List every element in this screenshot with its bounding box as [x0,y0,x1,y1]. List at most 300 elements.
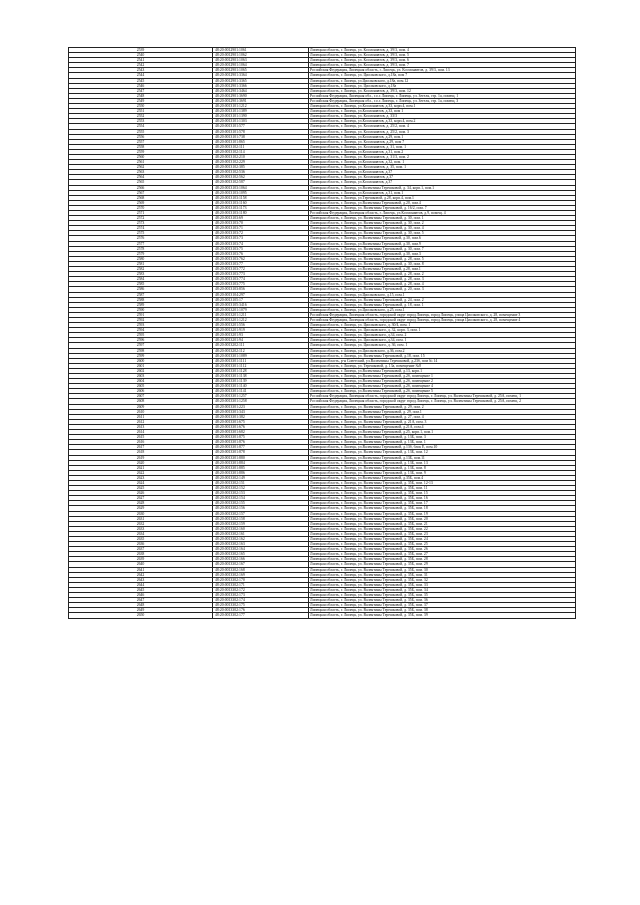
row-number: 2577 [69,241,213,246]
row-number: 2642 [69,572,213,577]
address: Липецкая область, г. Липецк, ул.Космонавтов, д.29, пом.1 [309,134,576,139]
cadastral-number: 48:20:0013103:69 [213,216,309,221]
address: Липецкая область, г. Липецк, ул.Валентины Терешковой, д.2б, помещение 2 [309,379,576,384]
row-number: 2614 [69,430,213,435]
address: Липецкая область, г. Липецк, ул. Валентины Терешковой, д. 35Б, пом. 29 [309,562,576,567]
row-number: 2557 [69,139,213,144]
cadastral-number: 48:20:0013302:157 [213,511,309,516]
row-number: 2617 [69,445,213,450]
row-number: 2638 [69,552,213,557]
cadastral-number: 48:20:0013302:172 [213,587,309,592]
cadastral-number: 48:20:0013302:160 [213,526,309,531]
row-number: 2648 [69,603,213,608]
address: Липецкая область, г. Липецк, ул. Циолковского, д.34, пом. 1 [309,338,576,343]
address: Липецкая область, г. Липецк, ул. Валентины Терешковой, д. 35Б, пом. 19 [309,511,576,516]
row-number: 2618 [69,450,213,455]
row-number: 2555 [69,129,213,134]
address: Липецкая область, г. Липецк, ул. Космонавтов, д. 25/2, пом. 3 [309,129,576,134]
address: Липецкая область, г. Липецк, ул. Валентины Терешковой, д. 35Б, пом. 28 [309,557,576,562]
row-number: 2628 [69,501,213,506]
row-number: 2551 [69,109,213,114]
address: Липецкая область, г. Липецк, ул. Валентины Терешковой, д. 16/2, пом. 7 [309,205,576,210]
cadastral-number: 48:20:0013103:71 [213,226,309,231]
cadastral-number: 48:20:0013302:156 [213,506,309,511]
cadastral-number: 48:20:0013103:1095 [213,190,309,195]
cadastral-number: 48:20:0012901:3691 [213,98,309,103]
address: Липецкая область, г. Липецк, ул. Валентины Терешковой, д. 13Б, пом. 9 [309,470,576,475]
row-number: 2603 [69,374,213,379]
address: Липецкая область, г. Липецк, ул. Терешковой, д. 13а, помещение №8 [309,363,576,368]
cadastral-number: 48:20:0013103:75 [213,246,309,251]
row-number: 2620 [69,460,213,465]
row-number: 2649 [69,608,213,613]
row-number: 2591 [69,312,213,317]
row-number: 2581 [69,261,213,266]
row-number: 2569 [69,200,213,205]
cadastral-number: 48:20:0012901:1063 [213,58,309,63]
row-number: 2601 [69,363,213,368]
row-number: 2546 [69,83,213,88]
row-number: 2631 [69,516,213,521]
address: Липецкая область, г. Липецк, ул. Валентины Терешковой, д.18, пом. 15 [309,353,576,358]
row-number: 2644 [69,582,213,587]
address: Липецкая область, г. Липецк, ул. Валентины Терешковой, д. 35Б, пом. 39 [309,613,576,618]
address: Липецкая область, г. Липецк, ул. Валентины Терешковой, д. 35Б, пом. 23 [309,531,576,536]
cadastral-number: 48:20:0013301:876 [213,440,309,445]
address: Липецкая область, г. Липецк, ул. Валентины Терешковой, д. 35Б, пом. 27 [309,552,576,557]
address: Липецкая область, г. Липецк, ул. Валентины Терешковой, д. 35Б, пом. 11 [309,486,576,491]
address: Липецкая область, г. Липецк, ул.Космонавтов, д.37 [309,170,576,175]
address: Липецкая область, г. Липецк, ул. Валентины Терешковой, д. 35Б, пом. 36 [309,598,576,603]
address: Липецкая область, г. Липецк, ул. Валентины Терешковой, д. 13Б, пом. 12 [309,450,576,455]
row-number: 2565 [69,180,213,185]
cadastral-number: 48:20:0013301:1257 [213,394,309,399]
row-number: 2640 [69,562,213,567]
address: Липецкая область, г. Липецк, ул. Валентины Терешковой, д. 35Б, пом. 15 [309,491,576,496]
cadastral-number: 48:20:0013201:94 [213,338,309,343]
address: Российская Федерация, Липецкая обл., г.о.г. Липецк, г. Липецк, ул. Зегеля, стр. 1а, помещ. 1 [309,93,576,98]
address: Липецкая область, г. Липецк, ул.Космонавтов, д.33, пом 1 [309,109,576,114]
row-number: 2575 [69,231,213,236]
row-number: 2572 [69,216,213,221]
address: Липецкая область, г. Липецк, ул.Валентины Терешковой, д.30, пом.3 [309,251,576,256]
address: Липецкая область, г. Липецк, ул. Валентины Терешковой, д. 35Б, пом. 31 [309,572,576,577]
cadastral-number: 48:20:0013302:165 [213,552,309,557]
address: Российская Федерация, Липецкая область, городской округ город Липецк, г. Липецк, ул. Валентины Терешковой, д. 25А, помещ. 1 [309,394,576,399]
cadastral-number: 48:20:0013302:166 [213,557,309,562]
address: Липецкая область, г. Липецк, ул. Циолковского, д.18а, пом 7 [309,73,576,78]
cadastral-number: 48:20:0013103:73 [213,236,309,241]
cadastral-number: 48:20:0013302:176 [213,608,309,613]
address: Российская Федерация, Липецкая область, городской округ город Липецк, город Липецк, улица Циолковского, д. 28, помещение 4 [309,317,576,322]
address: Липецкая область, г. Липецк, ул. Валентины Терешковой, д. 35Б, пом. 37 [309,603,576,608]
cadastral-number: 48:20:0013301:1138 [213,374,309,379]
cadastral-number: 48:20:0013102:111 [213,144,309,149]
address: Липецкая область, г. Липецк, ул. Валентины Терешковой, д. 35Б, пом. 26 [309,547,576,552]
address: Российская Федерация, Липецкая обл., г.о.г. Липецк, г. Липецк, ул. Зегеля, стр. 1а, помещ. 3 [309,98,576,103]
address: Липецкая область, г. Липецк, ул. Циолковского, д. 30/4, пом. 1 [309,323,576,328]
address: Липецкая область, г. Липецк, ул. Космонавтов, д. 39/3, пом. 7 [309,63,576,68]
address: Липецкая область, г. Липецк, ул. Валентины Терешковой, д. 30, пом. 2 [309,221,576,226]
row-number: 2582 [69,267,213,272]
row-number: 2595 [69,333,213,338]
address: Липецкая область, г. Липецк, ул. Космонавтов, д. 35, пом. 1 [309,165,576,170]
cadastral-number: 48:20:0013301:885 [213,465,309,470]
cadastral-number: 48:20:0013301:382 [213,414,309,419]
cadastral-number: 48:20:0013201:1079 [213,307,309,312]
cadastral-number: 48:20:0013302:162 [213,537,309,542]
address: Липецкая область, г. Липецк, ул.Валентины Терешковой, д.13, корп.1 [309,368,576,373]
address: Липецкая область, г. Липецк, ул. Космонавтов, д. 39/3, пом. 4 [309,48,576,53]
cadastral-number: 48:20:0013201:919 [213,328,309,333]
row-number: 2639 [69,557,213,562]
address: Липецкая область, г. Липецк, ул.Космонавтов, д.33, корп.4, пом.2 [309,119,576,124]
row-number: 2578 [69,246,213,251]
row-number: 2585 [69,282,213,287]
address: Липецкая область, г. Липецк, ул.Валентины Терешковой, д.2б, помещение 1 [309,374,576,379]
row-number: 2594 [69,328,213,333]
row-number: 2606 [69,389,213,394]
table-body [69,48,576,619]
row-number: 2616 [69,440,213,445]
cadastral-number: 48:20:0013301:1089 [213,353,309,358]
address: Липецкая область, г. Липецк, ул. Космонавтов, д. 39/3, пом. 12 [309,88,576,93]
address: Липецкая область, г. Липецк, ул. Валентины Терешковой, д. 35Б, пом. 32 [309,577,576,582]
row-number: 2622 [69,470,213,475]
cadastral-number: 48:20:0013103:72 [213,231,309,236]
row-number: 2604 [69,379,213,384]
address: Липецкая область, г. Липецк, ул.Космонавтов, д.33, корп.4, пом.1 [309,104,576,109]
address: Липецкая область, г. Липецк, ул.Валентины Терешковой, д. 34, корп.1, пом.1 [309,185,576,190]
address: Липецкая область, г. Липецк, ул.Валентины Терешковой, д.2б, помещение 5 [309,389,576,394]
cadastral-number: 48:20:0013302:171 [213,582,309,587]
cadastral-number: 48:20:0013102:587 [213,180,309,185]
cadastral-number: 48:20:0013301:877 [213,445,309,450]
address: Липецкая область, г. Липецк, ул. Валентины Терешковой, д. 35Б, пом. 24 [309,537,576,542]
address: Липецкая область, г. Липецк, ул.Валентины Терешковой, д.13б, блок Е, пом.10 [309,445,576,450]
cadastral-number: 48:20:0013301:880 [213,455,309,460]
row-number: 2584 [69,277,213,282]
cadastral-number: 48:20:0013301:884 [213,460,309,465]
address: Липецкая область, г. Липецк, ул.Циолковского, д.15, пом.1 [309,292,576,297]
address: Липецкая область, г. Липецк, ул. Валентины Терешковой, д. 13Б, пом. 13 [309,460,576,465]
row-number: 2612 [69,419,213,424]
row-number: 2580 [69,256,213,261]
row-number: 2634 [69,531,213,536]
address: Липецкая область, г. Липецк, ул.Циолковского, д.36, пом.2 [309,348,576,353]
address: Липецкая область, г. Липецк, ул. Космонавтов, д. 39/3, пом. 5 [309,53,576,58]
cadastral-number: 48:20:0013102:229 [213,160,309,165]
address: Липецкая область, г. Липецк, ул. Валентины Терешковой, д. 28, пом. 2 [309,272,576,277]
row-number: 2567 [69,190,213,195]
cadastral-number: 48:20:0013103:762 [213,256,309,261]
row-number: 2600 [69,358,213,363]
row-number: 2597 [69,343,213,348]
cadastral-number: 48:20:0013301:343 [213,409,309,414]
cadastral-number: 48:20:0013101:1390 [213,114,309,119]
address: Липецкая область, г. Липецк, ул. Валентины Терешковой, д. 35Б, пом. 25 [309,542,576,547]
cadastral-number: 48:20:0013301:1258 [213,399,309,404]
address: Липецкая область, г. Липецк, ул. Валентины Терешковой, д. 27, пом. 4 [309,414,576,419]
row-number: 2571 [69,211,213,216]
cadastral-number: 48:20:0013103:74 [213,241,309,246]
address: Липецкая область, г. Липецк, ул. Валентины Терешковой, д. 28, пом. 3 [309,277,576,282]
cadastral-number: 48:20:0013302:167 [213,562,309,567]
address: Липецкая область, г. Липецк, ул. Валентины Терешковой, д. 28, пом. 5 [309,256,576,261]
cadastral-number: 48:20:0013103:775 [213,282,309,287]
cadastral-number: 48:20:0013302:154 [213,496,309,501]
address: Липецкая область, г. Липецк, ул.Циолковского, д.18а, пом.12 [309,78,576,83]
address: Липецкая область, г. Липецк, ул. Валентины Терешковой, д. 35Б, пом. 18 [309,506,576,511]
row-number: 2641 [69,567,213,572]
address: Липецкая область, г. Липецк, ул.Космонавтов, д.32, пом. 1 [309,160,576,165]
row-number: 2543 [69,68,213,73]
cadastral-number: 48:20:0013301:223 [213,404,309,409]
row-number: 2609 [69,404,213,409]
row-number: 2544 [69,73,213,78]
address: Липецкая область, г. Липецк, ул. Космонавтов, д. 31/3, пом. 2 [309,154,576,159]
cadastral-number: 48:20:0013302:169 [213,572,309,577]
row-number: 2548 [69,93,213,98]
address: Липецкая область, г. Липецк, ул. Валентины Терешковой, д. 20, пом. 3 [309,287,576,292]
row-number: 2596 [69,338,213,343]
document-page [68,47,575,619]
row-number: 2542 [69,63,213,68]
cadastral-number: 48:20:0012901:1061 [213,48,309,53]
address: Липецкая область, г. Липецк, ул. Валентины Терешковой, д. 35Б, пом. 16 [309,496,576,501]
row-number: 2558 [69,144,213,149]
row-number: 2545 [69,78,213,83]
address: Липецкая область, г. Липецк, ул.Валентины Терешковой, д.21А, пом.4 [309,424,576,429]
address: Липецкая область, г. Липецк, ул.Валентины Терешковой, д.30, пом.9 [309,241,576,246]
row-number: 2633 [69,526,213,531]
address: Липецкая область, г. Липецк, ул. Космонавтов, д. 31, пом. 1 [309,144,576,149]
address: Липецкая область, г. Липецк, ул. Валентины Терешковой, д. 35Б, пом. 12-13 [309,480,576,485]
cadastral-number: 48:20:0013103:76 [213,251,309,256]
cadastral-number: 48:20:0013101:1303 [213,119,309,124]
cadastral-number: 48:20:0013302:155 [213,501,309,506]
row-number: 2592 [69,317,213,322]
cadastral-number: 48:20:0013301:1111 [213,358,309,363]
address: Липецкая область, г. Липецк, ул. Валентины Терешковой, д. 35Б, пом. 33 [309,582,576,587]
cadastral-table [68,47,576,619]
address: Липецкая область, г. Липецк, ул. Валентины Терешковой, д. 35Б, пом. 21 [309,521,576,526]
row-number: 2632 [69,521,213,526]
cadastral-number: 48:20:0013301:1141 [213,389,309,394]
row-number: 2539 [69,48,213,53]
cadastral-number: 48:20:0013302:158 [213,516,309,521]
address: Липецкая область, г. Липецк, ул.Терешковой, д.28, корп.4, пом.1 [309,195,576,200]
address: Липецкая область, г. Липецк, ул.Космонавтов, д.31, пом.1 [309,190,576,195]
row-number: 2566 [69,185,213,190]
row-number: 2650 [69,613,213,618]
cadastral-number: 48:20:0013302:174 [213,598,309,603]
cadastral-number: 48:20:0013302:161 [213,531,309,536]
address: Липецкая область, г. Липецк, ул. Космонавтов, д. 39/3, пом. 6 [309,58,576,63]
row-number: 2635 [69,537,213,542]
address: Липецкая область, г. Липецк, ул. Валентины Терешковой, д. 13Б, пом. 1 [309,440,576,445]
row-number: 2599 [69,353,213,358]
row-number: 2540 [69,53,213,58]
cadastral-number: 48:20:0013101:1389 [213,109,309,114]
cadastral-number: 48:20:0013104:297 [213,292,309,297]
cadastral-number: 48:20:0013103:772 [213,267,309,272]
row-number: 2625 [69,486,213,491]
cadastral-number: 48:20:0013102:114 [213,149,309,154]
row-number: 2619 [69,455,213,460]
cadastral-number: 48:20:0013302:159 [213,521,309,526]
cadastral-number: 48:20:0013103:70 [213,221,309,226]
cadastral-number: 48:20:0013101:865 [213,139,309,144]
row-number: 2610 [69,409,213,414]
cadastral-number: 48:20:0013301:675 [213,419,309,424]
address: Липецкая область, г. Липецк, ул.Валентины Терешковой, д.28, пом.1 [309,267,576,272]
cadastral-number: 48:20:0013201:1211 [213,312,309,317]
row-number: 2568 [69,195,213,200]
cadastral-number: 48:20:0013103:1158 [213,195,309,200]
cadastral-number: 48:20:0013302:149 [213,475,309,480]
cadastral-number: 48:20:0013301:886 [213,470,309,475]
address: Липецкая область, г. Липецк, ул. Циолковского, д.34, пом. 2 [309,333,576,338]
address: Липецкая область, г. Липецк, ул. Валентины Терешковой, д. 13Б, пом. 8 [309,465,576,470]
cadastral-number: 48:20:0013301:875 [213,435,309,440]
address: Липецкая область, г. Липецк, ул. Валентины Терешковой, д. 35Б, пом. 22 [309,526,576,531]
cadastral-number: 48:20:0013103:856 [213,287,309,292]
address: Липецкая область, г. Липецк, ул.Валентины Терешковой, д.25, корп.1, пом.1 [309,430,576,435]
cadastral-number: 48:20:0012901:3464 [213,88,309,93]
cadastral-number: 48:20:0013103:1064 [213,185,309,190]
row-number: 2629 [69,506,213,511]
cadastral-number: 48:20:0013302:175 [213,603,309,608]
cadastral-number: 48:20:0013101:1212 [213,104,309,109]
row-number: 2643 [69,577,213,582]
cadastral-number: 48:20:0013103:1160 [213,200,309,205]
cadastral-number: 48:20:0013103:774 [213,277,309,282]
row-number: 2636 [69,542,213,547]
row-number: 2615 [69,435,213,440]
cadastral-number: 48:20:0013301:878 [213,450,309,455]
address: Липецкая область, г. Липецк, ул.Валентины Терешковой, д.20, пом.4 [309,200,576,205]
cadastral-number: 48:20:0013301:1140 [213,384,309,389]
cadastral-number: 48:20:0012901:3690 [213,93,309,98]
address: Липецкая область, г. Липецк, ул. Валентины Терешковой, д. 30, пом. 7 [309,246,576,251]
cadastral-number: 48:20:0013105:17 [213,297,309,302]
row-number: 2573 [69,221,213,226]
cadastral-number: 48:20:0013302:163 [213,542,309,547]
cadastral-number: 48:20:0012901:1062 [213,53,309,58]
row-number: 2630 [69,511,213,516]
row-number: 2602 [69,368,213,373]
address: Липецкая область, г. Липецк, ул. Валентины Терешковой, д. 35Б, пом. 34 [309,587,576,592]
address: Липецкая область, г. Липецк, ул.Валентины Терешковой, д. 29, пом.1 [309,409,576,414]
row-number: 2570 [69,205,213,210]
address: Липецкая область, г. Липецк, ул. Валентины Терешковой, д. 35Б, пом. 38 [309,608,576,613]
cadastral-number: 48:20:0013301:1139 [213,379,309,384]
row-number: 2583 [69,272,213,277]
cadastral-number: 48:20:0013302:173 [213,593,309,598]
address: Липецкая область, г. Липецк, ул. Циолковского, д. 32, корп. 3, пом. 1 [309,328,576,333]
cadastral-number: 48:20:0013101:578 [213,129,309,134]
cadastral-number: 48:20:0013101:577 [213,124,309,129]
cadastral-number: 48:20:0013201:93 [213,333,309,338]
address: Липецкая область, г. Липецк, ул. Валентины Терешковой, д. 30, пом. 4 [309,226,576,231]
row-number: 2574 [69,226,213,231]
cadastral-number: 48:20:0013102:385 [213,165,309,170]
row-number: 2626 [69,491,213,496]
cadastral-number: 48:20:0013103:773 [213,272,309,277]
cadastral-number: 48:20:0013103:1180 [213,211,309,216]
row-number: 2564 [69,175,213,180]
address: Липецкая область, г. Липецк, ул. Валентины Терешковой, д. 35Б, пом. 20 [309,516,576,521]
cadastral-number: 48:20:0013302:153 [213,491,309,496]
table-row [69,613,576,618]
address: Липецкая область, г. Липецк, ул. Валентины Терешковой, д. 35Б, пом. 30 [309,567,576,572]
address: Липецкая область, г. Липецк, ул. Валентины Терешковой, д. 30, пом. 5 [309,231,576,236]
address: Липецкая область, г. Липецк, ул. Валентины Терешковой, д. 18, пом. 1 [309,302,576,307]
cadastral-number: 48:20:0012901:1064 [213,63,309,68]
row-number: 2590 [69,307,213,312]
row-number: 2621 [69,465,213,470]
row-number: 2647 [69,598,213,603]
address: Липецкая область, г. Липецк, ул. Валентины Терешковой, д. 35Б, пом. 35 [309,593,576,598]
address: Липецкая область, г. Липецк, ул. Циолковского, д. 36, пом. 1 [309,343,576,348]
address: Липецкая область, г. Липецк, ул.Космонавтов, д.31, пом.2 [309,149,576,154]
address: Липецкая область, р-н Советский, ул.Валентины Терешковой, д.23б, пом № 14 [309,358,576,363]
row-number: 2576 [69,236,213,241]
cadastral-number: 48:20:0013302:168 [213,567,309,572]
row-number: 2550 [69,104,213,109]
cadastral-number: 48:20:0013103:77 [213,261,309,266]
cadastral-number: 48:20:0013202:111 [213,343,309,348]
cadastral-number: 48:20:0013101:738 [213,134,309,139]
row-number: 2624 [69,480,213,485]
row-number: 2605 [69,384,213,389]
address: Российская Федерация, Липецкая область, г. Липецк, ул.Космонавтов, д.9, помещ. 4 [309,211,576,216]
address: Липецкая область, г. Липецк, ул. Валентины Терешковой, д. 21А, пом. 3 [309,419,576,424]
row-number: 2593 [69,323,213,328]
cadastral-number: 48:20:0013301:682 [213,430,309,435]
cadastral-number: 48:20:0012901:3366 [213,83,309,88]
address: Липецкая область, г. Липецк, ул. Валентины Терешковой, д. 13Б, пом. 3 [309,435,576,440]
address: Липецкая область, г. Липецк, ул. Космонавтов, д. 33/3 [309,114,576,119]
cadastral-number: 48:20:0013102:210 [213,154,309,159]
cadastral-number: 48:20:0013302:151 [213,480,309,485]
address: Российская Федерация, Липецкая область, городской округ город Липецк, г. Липецк, ул. Валентины Терешковой, д. 25А, помещ. 2 [309,399,576,404]
cadastral-number: 48:20:0013301:1112 [213,363,309,368]
address: Липецкая область, г. Липецк, ул.Валентины Терешковой, д.30, пом.6 [309,236,576,241]
row-number: 2560 [69,154,213,159]
cadastral-number: 48:20:0013301:676 [213,424,309,429]
row-number: 2607 [69,394,213,399]
row-number: 2623 [69,475,213,480]
row-number: 2561 [69,160,213,165]
row-number: 2552 [69,114,213,119]
cadastral-number: 48:20:0013201:1212 [213,317,309,322]
address: Липецкая область, г. Липецк, ул. Валентины Терешковой, д. 28, пом. 4 [309,282,576,287]
row-number: 2598 [69,348,213,353]
cadastral-number: 48:20:0013302:177 [213,613,309,618]
row-number: 2588 [69,297,213,302]
row-number: 2553 [69,119,213,124]
row-number: 2556 [69,134,213,139]
address: Липецкая область, г. Липецк, ул. Валентины Терешковой, д. 29, пом. 2 [309,404,576,409]
cadastral-number: 48:20:0013301:1128 [213,368,309,373]
address: Липецкая область, г. Липецк, ул. Циолковского, д.18а [309,83,576,88]
row-number: 2559 [69,149,213,154]
row-number: 2547 [69,88,213,93]
row-number: 2646 [69,593,213,598]
row-number: 2589 [69,302,213,307]
